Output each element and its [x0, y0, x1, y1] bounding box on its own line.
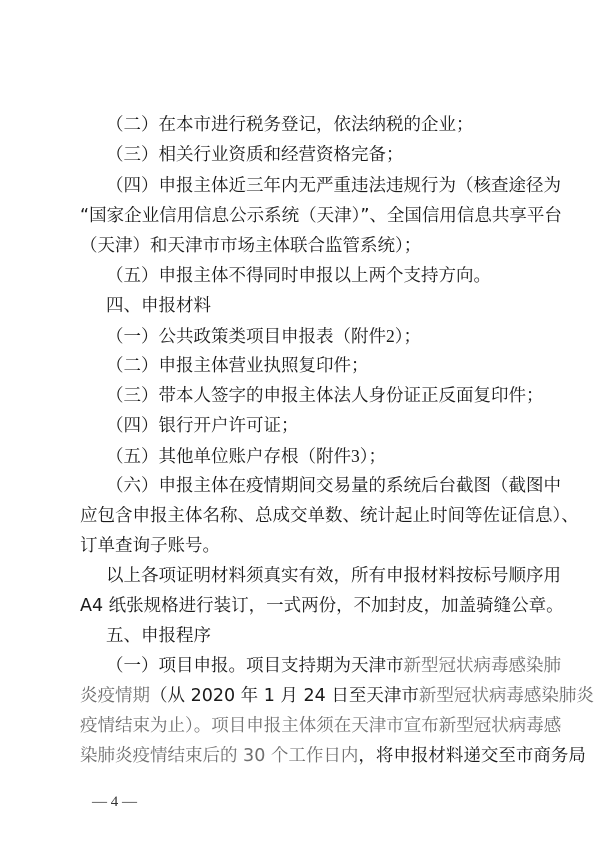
procedure-text-1b: 新型冠状病毒感染肺	[403, 656, 561, 676]
procedure-heading-text: 五、申报程序	[106, 626, 211, 646]
procedure-text-2b: （从 2020 年 1 月 24 日至天津市	[150, 686, 419, 706]
material-item-2	[106, 354, 600, 378]
section-heading-materials	[106, 294, 600, 318]
materials-note-text-2: A4 纸张规格进行装订，一式两份，不加封皮，加盖骑缝公章。	[80, 596, 564, 616]
material-item-5-number: 3	[351, 446, 360, 466]
procedure-text-4b: ，将申报材料递交至市商务局	[358, 746, 586, 766]
condition-item-4-line-3	[80, 234, 600, 258]
procedure-paragraph-line-3	[80, 714, 600, 738]
material-item-3-text: （三）带本人签字的申报主体法人身份证正反面复印件；	[106, 386, 544, 406]
materials-note-line-1	[106, 564, 600, 588]
procedure-text-3a: 疫情结束为止）。项目申报主体须在天津市宣布	[80, 716, 439, 736]
material-item-1-text: （一）公共政策类项目申报表（附件	[106, 327, 386, 347]
material-item-4-text: （四）银行开户许可证；	[106, 416, 299, 436]
material-item-6-text-1: （六）申报主体在疫情期间交易量的系统后台截图（截图中	[106, 476, 561, 496]
condition-item-4-text-2: “国家企业信用信息公示系统（天津）”、全国信用信息共享平台	[80, 206, 562, 226]
procedure-text-1a: （一）项目申报。项目支持期为天津市	[106, 656, 404, 676]
procedure-paragraph-line-2	[80, 684, 600, 708]
material-item-5-end: ）；	[359, 447, 386, 467]
material-item-1-end: ）；	[394, 327, 421, 347]
procedure-text-2a: 炎疫情期	[80, 686, 150, 706]
material-item-1-number: 2	[386, 326, 395, 346]
material-item-6-text-2: 应包含申报主体名称、总成交单数、统计起止时间等佐证信息）、	[80, 506, 579, 526]
condition-item-4-line-1	[106, 174, 600, 198]
materials-note-line-2	[80, 594, 600, 618]
condition-item-4-text-1: （四）申报主体近三年内无严重违法违规行为（核查途径为	[106, 176, 561, 196]
page-number: — 4 —	[92, 794, 137, 810]
material-item-6-line-1	[106, 474, 600, 498]
material-item-1	[106, 324, 600, 349]
condition-item-5-text: （五）申报主体不得同时申报以上两个支持方向。	[106, 266, 491, 286]
material-item-6-text-3: 订单查询子账号。	[80, 536, 220, 556]
materials-heading-text: 四、申报材料	[106, 296, 211, 316]
condition-item-2	[106, 113, 600, 137]
condition-item-3	[106, 143, 600, 167]
material-item-5-text: （五）其他单位账户存根（附件	[106, 447, 351, 467]
procedure-text-4a: 染肺炎疫情结束后的 30 个工作日内	[80, 746, 359, 766]
condition-item-3-text: （三）相关行业资质和经营资格完备；	[106, 145, 404, 165]
procedure-paragraph-line-1	[106, 654, 600, 678]
condition-item-4-line-2	[80, 204, 600, 228]
material-item-6-line-2	[80, 504, 600, 528]
material-item-2-text: （二）申报主体营业执照复印件；	[106, 356, 369, 376]
material-item-3	[106, 384, 600, 408]
condition-item-5	[106, 264, 600, 288]
material-item-4	[106, 414, 600, 438]
section-heading-procedure	[106, 624, 600, 648]
material-item-6-line-3	[80, 534, 600, 558]
materials-note-text-1: 以上各项证明材料须真实有效，所有申报材料按标号顺序用	[106, 566, 561, 586]
procedure-paragraph-line-4	[80, 744, 600, 768]
procedure-text-2c: 新型冠状病毒感染肺炎	[418, 686, 594, 706]
condition-item-2-text: （二）在本市进行税务登记，依法纳税的企业；	[106, 115, 474, 135]
procedure-text-3b: 新型冠状病毒感	[438, 716, 562, 736]
condition-item-4-text-3: （天津）和天津市市场主体联合监管系统）；	[80, 236, 422, 256]
material-item-5	[106, 444, 600, 469]
